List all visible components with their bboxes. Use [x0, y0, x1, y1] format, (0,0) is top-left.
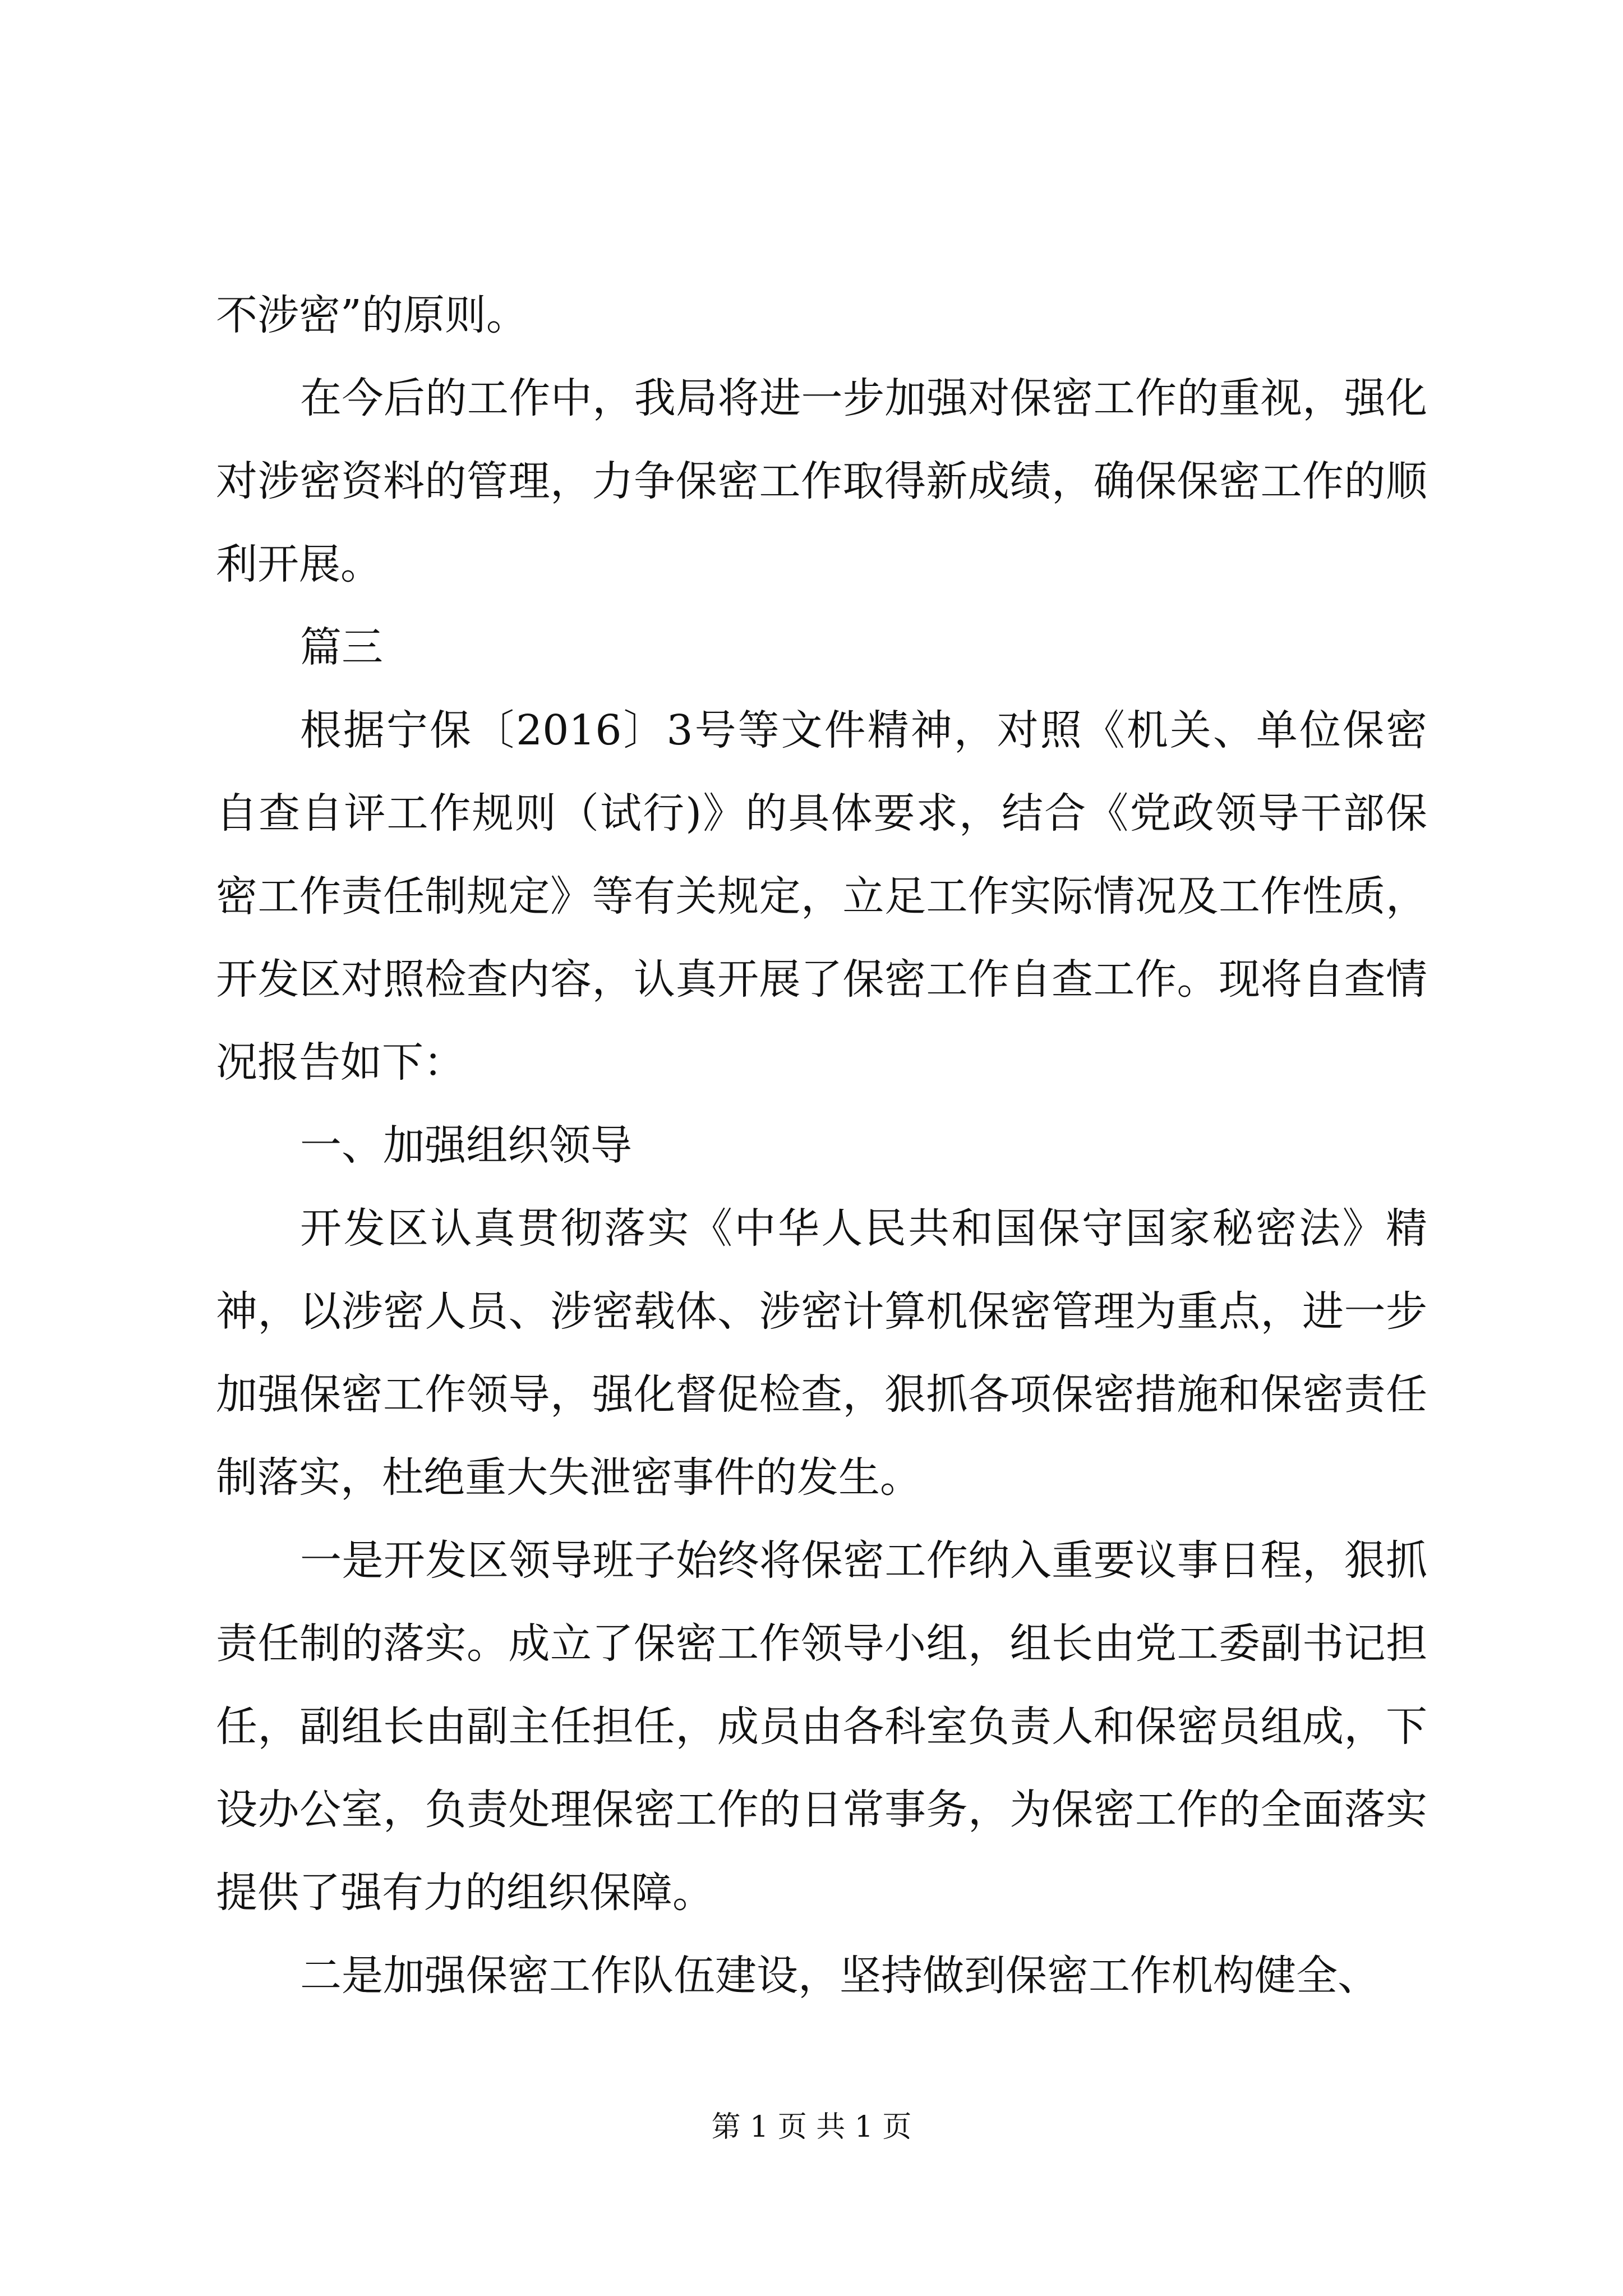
paragraph-3: 根据宁保〔2016〕3号等文件精神，对照《机关、单位保密自查自评工作规则（试行)》的具体要求，结合《党政领导干部保密工作责任制规定》等有关规定，立足工作实际情况及工作性质，开发区对照检查内容，认真开展了保密工作自查工作。现将自查情况报告如下：	[216, 706, 1427, 1087]
paragraph-5: 一是开发区领导班子始终将保密工作纳入重要议事日程，狠抓责任制的落实。成立了保密工作领导小组，组长由党工委副书记担任，副组长由副主任担任，成员由各科室负责人和保密员组成，下设办公室，负责处理保密工作的日常事务，为保密工作的全面落实提供了强有力的组织保障。	[216, 1536, 1427, 1917]
paragraph-4: 开发区认真贯彻落实《中华人民共和国保守国家秘密法》精神，以涉密人员、涉密载体、涉密计算机保密管理为重点，进一步加强保密工作领导，强化督促检查，狠抓各项保密措施和保密责任制落实，杜绝重大失泄密事件的发生。	[216, 1204, 1427, 1502]
section-heading-pian-san: 篇三	[300, 623, 383, 671]
page-number-label: 第 1 页 共 1 页	[711, 2110, 912, 2144]
document-body	[216, 274, 1427, 2017]
paragraph-1: 不涉密”的原则。	[216, 291, 528, 339]
page-footer	[0, 2110, 1623, 2144]
section-heading-organization: 一、加强组织领导	[300, 1121, 632, 1170]
paragraph-6: 二是加强保密工作队伍建设，坚持做到保密工作机构健全、	[300, 1952, 1379, 2000]
paragraph-2: 在今后的工作中，我局将进一步加强对保密工作的重视，强化对涉密资料的管理，力争保密工作取得新成绩，确保保密工作的顺利开展。	[216, 374, 1427, 588]
